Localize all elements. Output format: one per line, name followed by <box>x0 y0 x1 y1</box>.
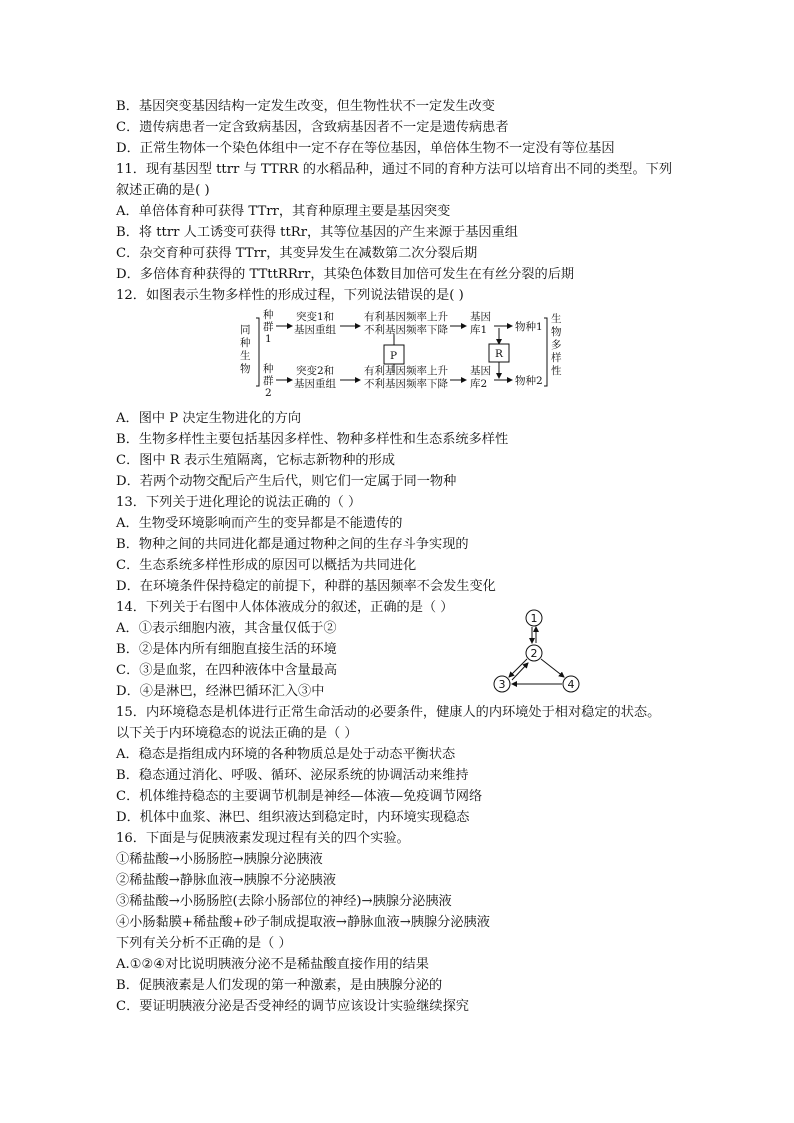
text-line: ③稀盐酸→小肠肠腔(去除小肠部位的神经)→胰腺分泌胰液 <box>116 894 452 909</box>
biodiversity-char5: 性 <box>551 365 562 377</box>
text-line: 12．如图表示生物多样性的形成过程，下列说法错误的是( ) <box>116 288 464 303</box>
text-line: C．杂交育种可获得 TTrr，其变异发生在减数第二次分裂后期 <box>116 246 478 261</box>
biodiversity-char1: 生 <box>551 313 562 325</box>
text-line: 11．现有基因型 ttrr 与 TTRR 的水稻品种，通过不同的育种方法可以培育出不同的类型。下列 <box>116 162 673 177</box>
biodiversity-diagram-svg <box>236 306 566 398</box>
brace <box>544 318 547 386</box>
text-line: C．机体维持稳态的主要调节机制是神经—体液—免疫调节网络 <box>116 789 483 804</box>
same-species-label-1: 同 <box>240 324 251 336</box>
text-line: D．④是淋巴，经淋巴循环汇入③中 <box>116 684 325 699</box>
step1-line1: 突变1和 <box>296 311 335 323</box>
p-label: P <box>390 350 398 362</box>
text-line: D．机体中血浆、淋巴、组织液达到稳定时，内环境实现稳态 <box>116 810 470 825</box>
text-line: A．①表示细胞内液，其含量仅低于② <box>116 621 337 636</box>
freq-down-1: 不利基因频率下降 <box>364 324 448 336</box>
pool2-line2: 库2 <box>470 378 488 390</box>
body-fluid-diagram-svg <box>488 606 584 696</box>
node-4-label: 4 <box>567 678 575 691</box>
text-line: ②稀盐酸→静脉血液→胰腺不分泌胰液 <box>116 873 336 888</box>
text-line: C．遗传病患者一定含致病基因，含致病基因者不一定是遗传病患者 <box>116 120 509 135</box>
biodiversity-char4: 样 <box>551 352 562 364</box>
node-1-label: 1 <box>530 612 538 625</box>
brace <box>256 318 259 386</box>
pool2-line1: 基因 <box>470 365 491 377</box>
pop2-char2: 群 <box>263 375 274 387</box>
text-line: C．图中 R 表示生殖隔离，它标志新物种的形成 <box>116 453 395 468</box>
text-line: ①稀盐酸→小肠肠腔→胰腺分泌胰液 <box>116 852 323 867</box>
step2-line2: 基因重组 <box>294 378 336 390</box>
pool1-line1: 基因 <box>470 311 491 323</box>
node-3-label: 3 <box>498 678 506 691</box>
pop1-char3: 1 <box>265 333 272 345</box>
text-line: B．基因突变基因结构一定发生改变，但生物性状不一定发生改变 <box>116 99 495 114</box>
text-line: D．在环境条件保持稳定的前提下，种群的基因频率不会发生变化 <box>116 579 496 594</box>
text-line: A.①②④对比说明胰液分泌不是稀盐酸直接作用的结果 <box>116 957 429 972</box>
text-line: A．图中 P 决定生物进化的方向 <box>116 411 302 426</box>
pop1-char2: 群 <box>263 321 274 333</box>
text-line: 15．内环境稳态是机体进行正常生命活动的必要条件，健康人的内环境处于相对稳定的状态。 <box>116 705 661 720</box>
same-species-label-3: 生 <box>240 350 251 362</box>
text-line: 14．下列关于右图中人体体液成分的叙述，正确的是（ ） <box>116 600 454 615</box>
step1-line2: 基因重组 <box>294 324 336 336</box>
text-line: B．生物多样性主要包括基因多样性、物种多样性和生态系统多样性 <box>116 432 509 447</box>
r-label: R <box>495 348 503 360</box>
node-2-label: 2 <box>530 647 538 660</box>
text-line: 下列有关分析不正确的是（ ） <box>116 936 292 951</box>
freq-up-1: 有利基因频率上升 <box>364 311 448 323</box>
freq-down-2: 不利基因频率下降 <box>364 378 448 390</box>
text-line: B．稳态通过消化、呼吸、循环、泌尿系统的协调活动来维持 <box>116 768 469 783</box>
text-line: B．物种之间的共同进化都是通过物种之间的生存斗争实现的 <box>116 537 469 552</box>
text-line: A．稳态是指组成内环境的各种物质总是处于动态平衡状态 <box>116 747 456 762</box>
text-line: B．促胰液素是人们发现的第一种激素，是由胰腺分泌的 <box>116 978 443 993</box>
pop2-char1: 种 <box>263 363 274 375</box>
text-line: 叙述正确的是( ) <box>116 183 210 198</box>
text-line: B．将 ttrr 人工诱变可获得 ttRr，其等位基因的产生来源于基因重组 <box>116 225 518 240</box>
pool1-line2: 库1 <box>470 324 488 336</box>
text-line: ④小肠黏膜+稀盐酸+砂子制成提取液→静脉血液→胰腺分泌胰液 <box>116 915 490 930</box>
text-line: C．③是血浆，在四种液体中含量最高 <box>116 663 338 678</box>
biodiversity-char3: 多 <box>551 339 562 351</box>
text-line: 13．下列关于进化理论的说法正确的（ ） <box>116 495 362 510</box>
text-line: D．若两个动物交配后产生后代，则它们一定属于同一物种 <box>116 474 457 489</box>
pop1-char1: 种 <box>263 309 274 321</box>
freq-up-2: 有利基因频率上升 <box>364 365 448 377</box>
arrow <box>541 659 564 677</box>
pop2-char3: 2 <box>265 387 272 398</box>
same-species-label-4: 物 <box>240 363 251 375</box>
text-line: B．②是体内所有细胞直接生活的环境 <box>116 642 337 657</box>
body-fluid-diagram <box>488 606 584 696</box>
biodiversity-diagram <box>236 306 566 398</box>
biodiversity-char2: 物 <box>551 326 562 338</box>
text-line: A．生物受环境影响而产生的变异都是不能遗传的 <box>116 516 403 531</box>
text-line: D．多倍体育种获得的 TTttRRrr，其染色体数目加倍可发生在有丝分裂的后期 <box>116 267 575 282</box>
species2: 物种2 <box>515 375 543 387</box>
text-line: C．要证明胰液分泌是否受神经的调节应该设计实验继续探究 <box>116 999 469 1014</box>
same-species-label-2: 种 <box>240 337 251 349</box>
text-line: A．单倍体育种可获得 TTrr，其育种原理主要是基因突变 <box>116 204 451 219</box>
text-line: D．正常生物体一个染色体组中一定不存在等位基因，单倍体生物不一定没有等位基因 <box>116 141 615 156</box>
step2-line1: 突变2和 <box>296 365 335 377</box>
species1: 物种1 <box>515 321 543 333</box>
text-line: 16．下面是与促胰液素发现过程有关的四个实验。 <box>116 831 410 846</box>
text-line: 以下关于内环境稳态的说法正确的是（ ） <box>116 726 358 741</box>
text-line: C．生态系统多样性形成的原因可以概括为共同进化 <box>116 558 417 573</box>
